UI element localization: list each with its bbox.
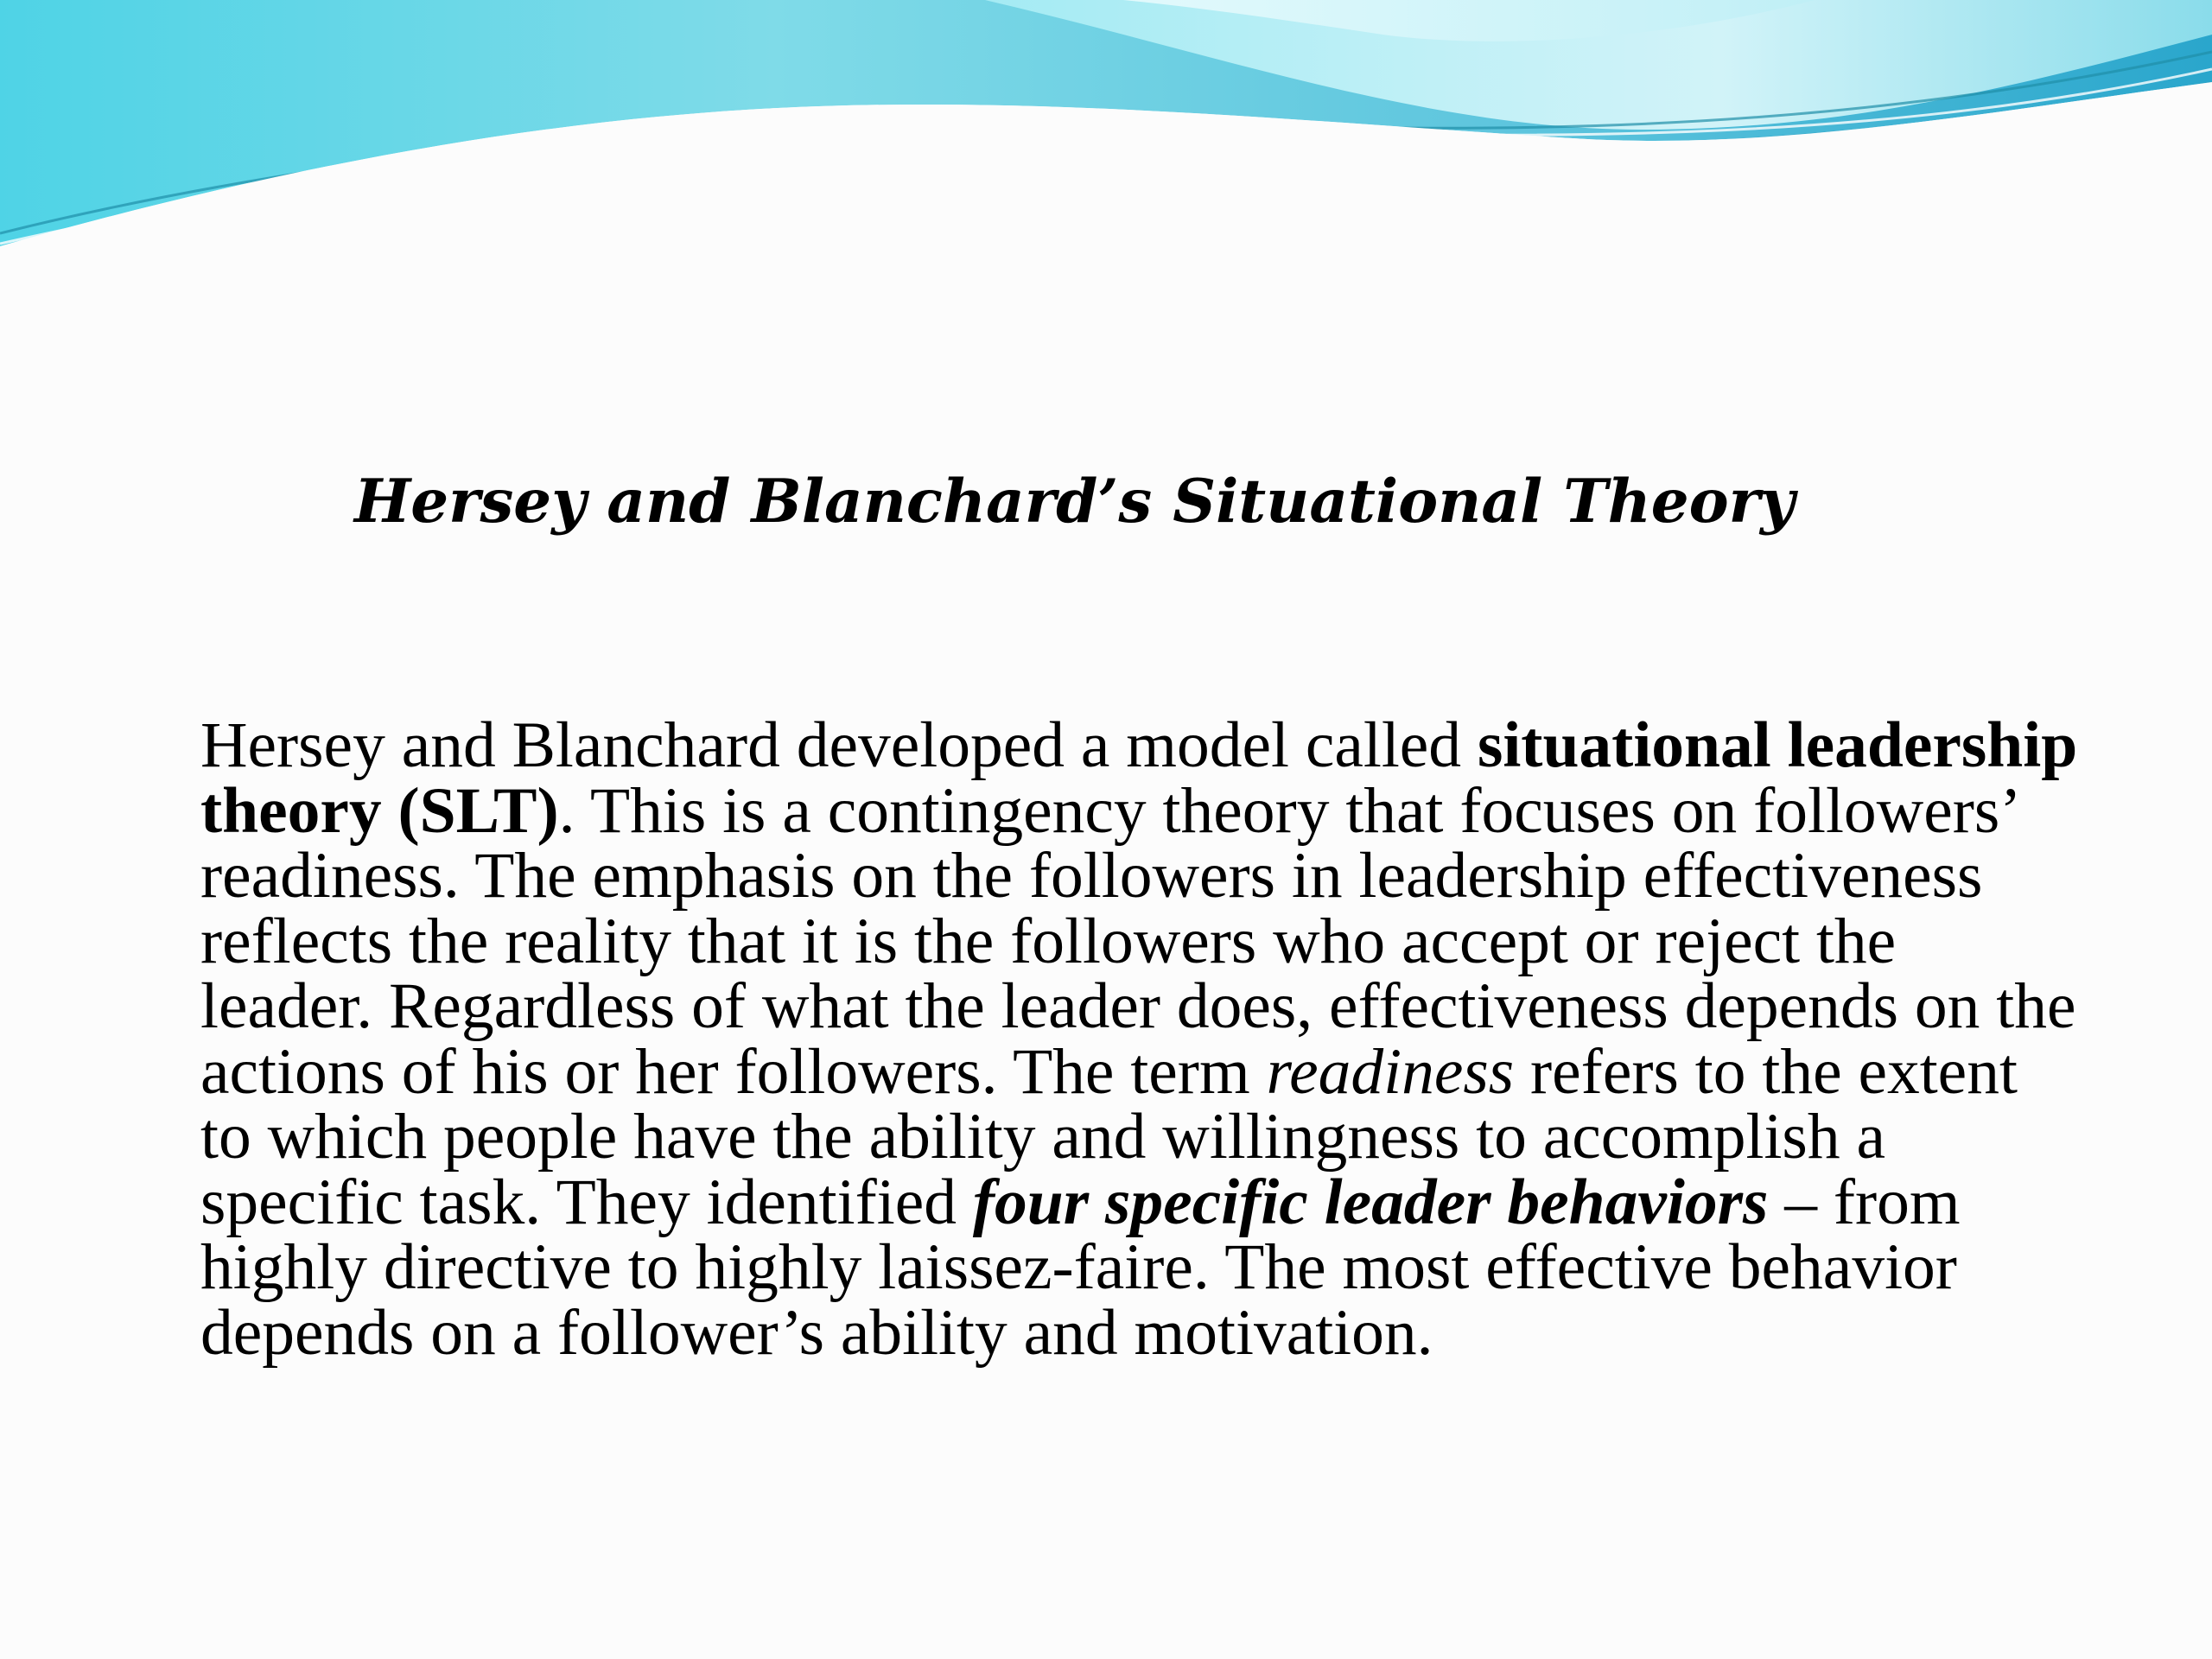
body-text-bold-term: situational leadership theory (SLT)	[200, 709, 2078, 847]
body-text-segment: Hersey and Blanchard developed a model called	[200, 709, 1478, 781]
body-paragraph	[200, 709, 2084, 1369]
body-text-segment: refers to the extent to which people have the ability and willingness to accomplish a specific task. They identified	[200, 1035, 2018, 1238]
slide-title: Hersey and Blanchard’s Situational Theory	[354, 467, 1796, 537]
body-text-bold-italic-term: four specific leader behaviors	[972, 1166, 1769, 1238]
body-text-segment: . This is a contingency theory that focuses on followers’ readiness. The emphasis on the followers in leadership effectiveness reflects the reality that it is the followers who accept or reject the leader. Regardless of what the leader does, effectiveness depends on the actions of his or her followers. The term	[200, 774, 2076, 1108]
body-text-segment: – from highly directive to highly laissez-faire. The most effective behavior depends on a follower’s ability and motivation.	[200, 1166, 1961, 1369]
decorative-wave-header	[0, 0, 2212, 259]
body-text-italic-term: readiness	[1266, 1035, 1515, 1108]
